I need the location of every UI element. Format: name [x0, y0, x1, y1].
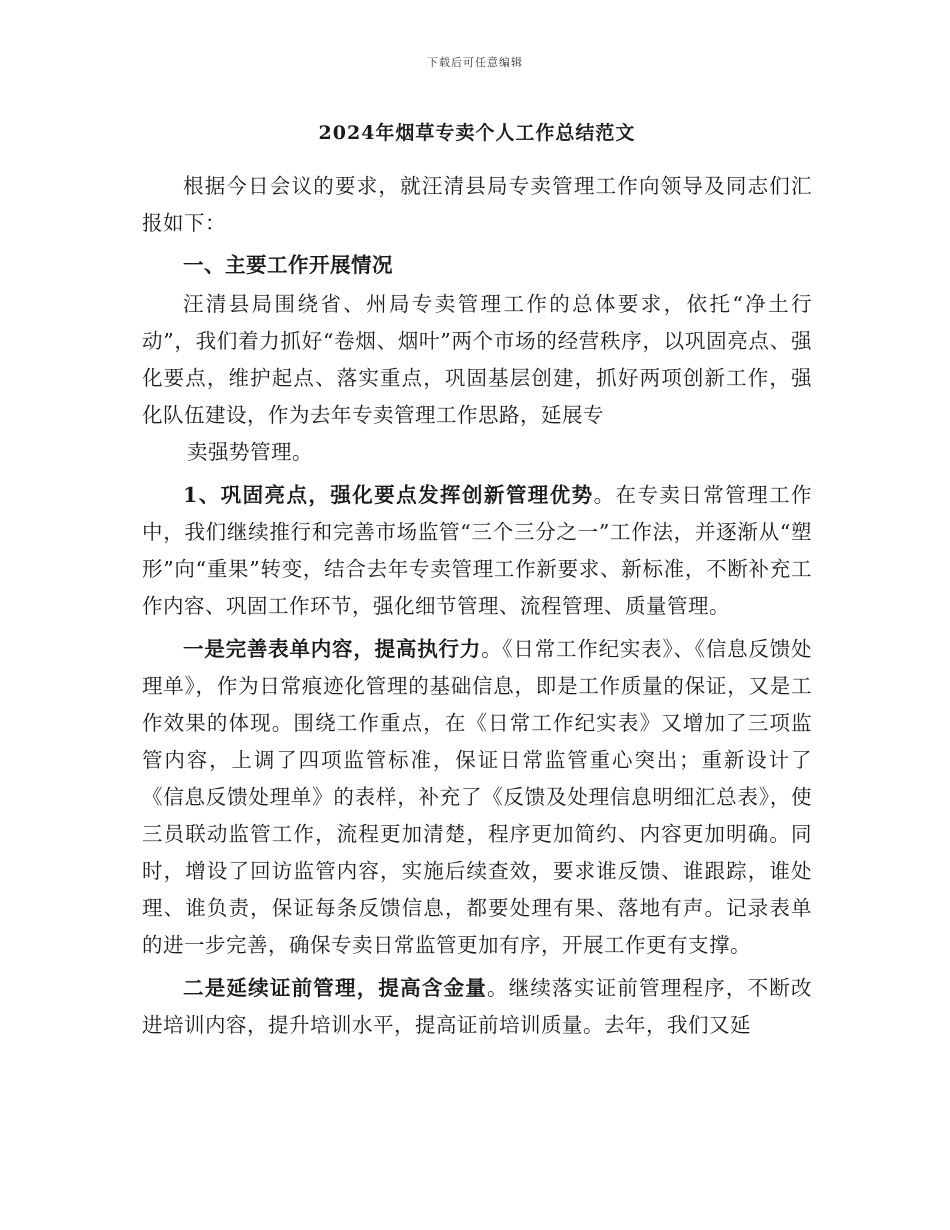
section-body: 汪清县局围绕省、州局专卖管理工作的总体要求，依托“净土行动”，我们着力抓好“卷烟、烟叶”两个市场的经营秩序，以巩固亮点、强化要点，维护起点、落实重点，巩固基层创建，抓好两项创新工作，强化队伍建设，作为去年专卖管理工作思路，延展专 [142, 292, 812, 427]
point-two-text: 。继续落实证前管理程序，不断改进培训内容，提升培训水平，提高证前培训质量。去年，我们又延 [142, 976, 812, 1037]
section-body-continuation: 卖强势管理。 [187, 440, 313, 464]
point-two-paragraph [142, 970, 812, 1044]
document-title: 2024年烟草专卖个人工作总结范文 [318, 122, 636, 144]
item-lead: 1、巩固亮点，强化要点发挥创新管理优势 [183, 483, 594, 507]
document-page [142, 118, 812, 1044]
header-note: 下载后可任意编辑 [427, 56, 523, 69]
item-text: 。在专卖日常管理工作中，我们继续推行和完善市场监管“三个三分之一”工作法，并逐渐从“塑形”向“重果”转变，结合去年专卖管理工作新要求、新标准，不断补充工作内容、巩固工作环节，强化细节管理、流程管理、质量管理。 [142, 483, 813, 618]
item-paragraph [142, 477, 812, 625]
intro-paragraph: 根据今日会议的要求，就汪清县局专卖管理工作向领导及同志们汇报如下： [142, 174, 812, 235]
point-two-lead: 二是延续证前管理，提高含金量 [183, 976, 487, 1000]
point-one-lead: 一是完善表单内容，提高执行力 [183, 637, 482, 661]
point-one-text: 。《日常工作纪实表》、《信息反馈处理单》，作为日常痕迹化管理的基础信息，即是工作质量的保证，又是工作效果的体现。围绕工作重点，在《日常工作纪实表》又增加了三项监管内容，上调了四项监管标准，保证日常监管重心突出；重新设计了《信息反馈处理单》的表样，补充了《反馈及处理信息明细汇总表》，使三员联动监管工作，流程更加清楚，程序更加简约、内容更加明确。同时，增设了回访监管内容，实施后续查效，要求谁反馈、谁跟踪，谁处理、谁负责，保证每条反馈信息，都要处理有果、落地有声。记录表单的进一步完善，确保专卖日常监管更加有序，开展工作更有支撑。 [142, 637, 813, 957]
section-heading: 一、主要工作开展情况 [183, 253, 393, 277]
point-one-paragraph [142, 631, 812, 964]
